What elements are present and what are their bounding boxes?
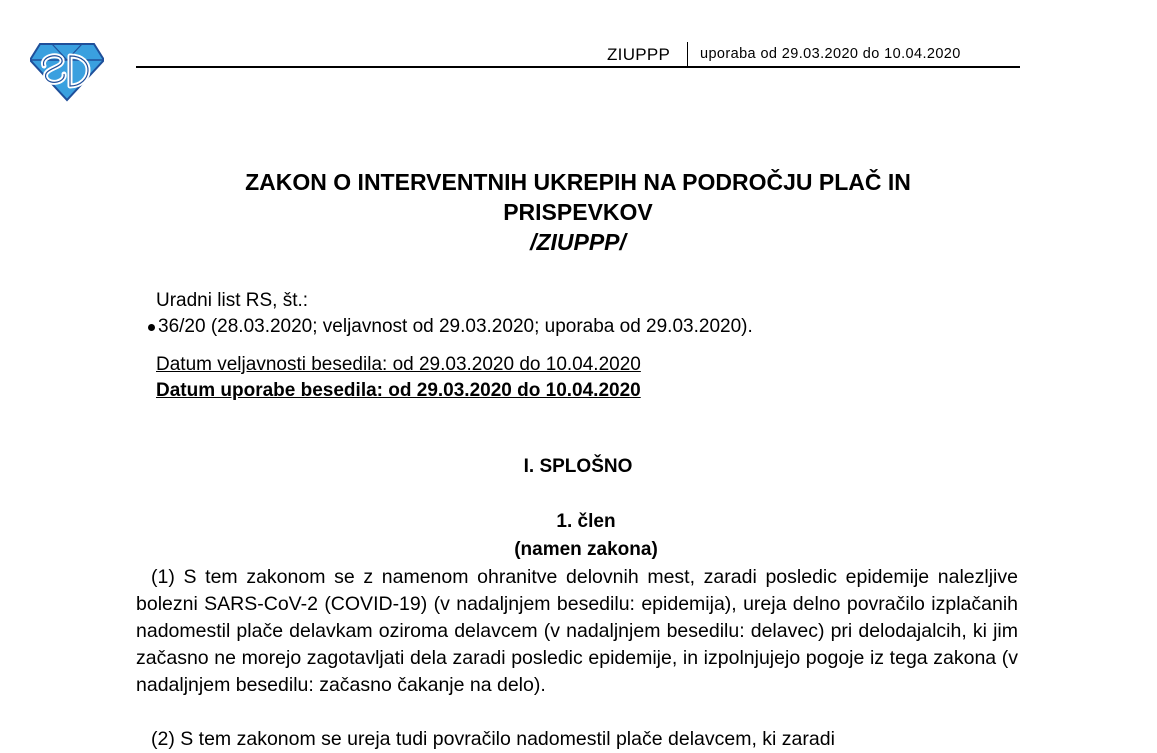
law-title-line1: ZAKON O INTERVENTNIH UKREPIH NA PODROČJU PLAČ IN — [245, 169, 911, 195]
dates-block — [156, 352, 641, 404]
validity-date: Datum veljavnosti besedila: od 29.03.2020 do 10.04.2020 — [156, 354, 641, 375]
law-title-line2: PRISPEVKOV — [503, 199, 653, 225]
header-separator — [687, 42, 688, 66]
section-heading: I. SPLOŠNO — [523, 456, 633, 477]
sd-diamond-logo-icon — [30, 42, 104, 102]
header-period: uporaba od 29.03.2020 do 10.04.2020 — [700, 46, 961, 62]
article-number: 1. člen — [556, 511, 616, 532]
bullet-icon — [148, 324, 155, 331]
article-title: (namen zakona) — [514, 539, 658, 560]
gazette-entry-text: 36/20 (28.03.2020; veljavnost od 29.03.2020; uporaba od 29.03.2020). — [158, 316, 753, 337]
gazette-block — [156, 288, 753, 340]
law-abbreviation: /ZIUPPP/ — [530, 229, 626, 255]
header-doc-abbr: ZIUPPP — [607, 45, 671, 64]
header-rule — [136, 66, 1020, 68]
law-title — [136, 167, 1020, 257]
article-paragraph-2: (2) S tem zakonom se ureja tudi povračilo nadomestil plače delavcem, ki zaradi — [151, 728, 835, 750]
article-paragraph-1: (1) S tem zakonom se z namenom ohranitve delovnih mest, zaradi posledic epidemije nalezljive bolezni SARS-CoV-2 (COVID-19) (v nadaljnjem besedilu: epidemija), ureja delno povračilo izplačanih nadomestil plače delavkam oziroma delavcem (v nadaljnjem besedilu: delavec) pri delodajalcih, ki jim začasno ne morejo zagotavljati dela zaradi posledic epidemije, in izpolnjujejo pogoje iz tega zakona (v nadaljnjem besedilu: začasno čakanje na delo). — [136, 566, 1018, 696]
gazette-entry — [156, 314, 753, 340]
application-date: Datum uporabe besedila: od 29.03.2020 do 10.04.2020 — [156, 380, 641, 401]
gazette-label: Uradni list RS, št.: — [156, 290, 309, 311]
